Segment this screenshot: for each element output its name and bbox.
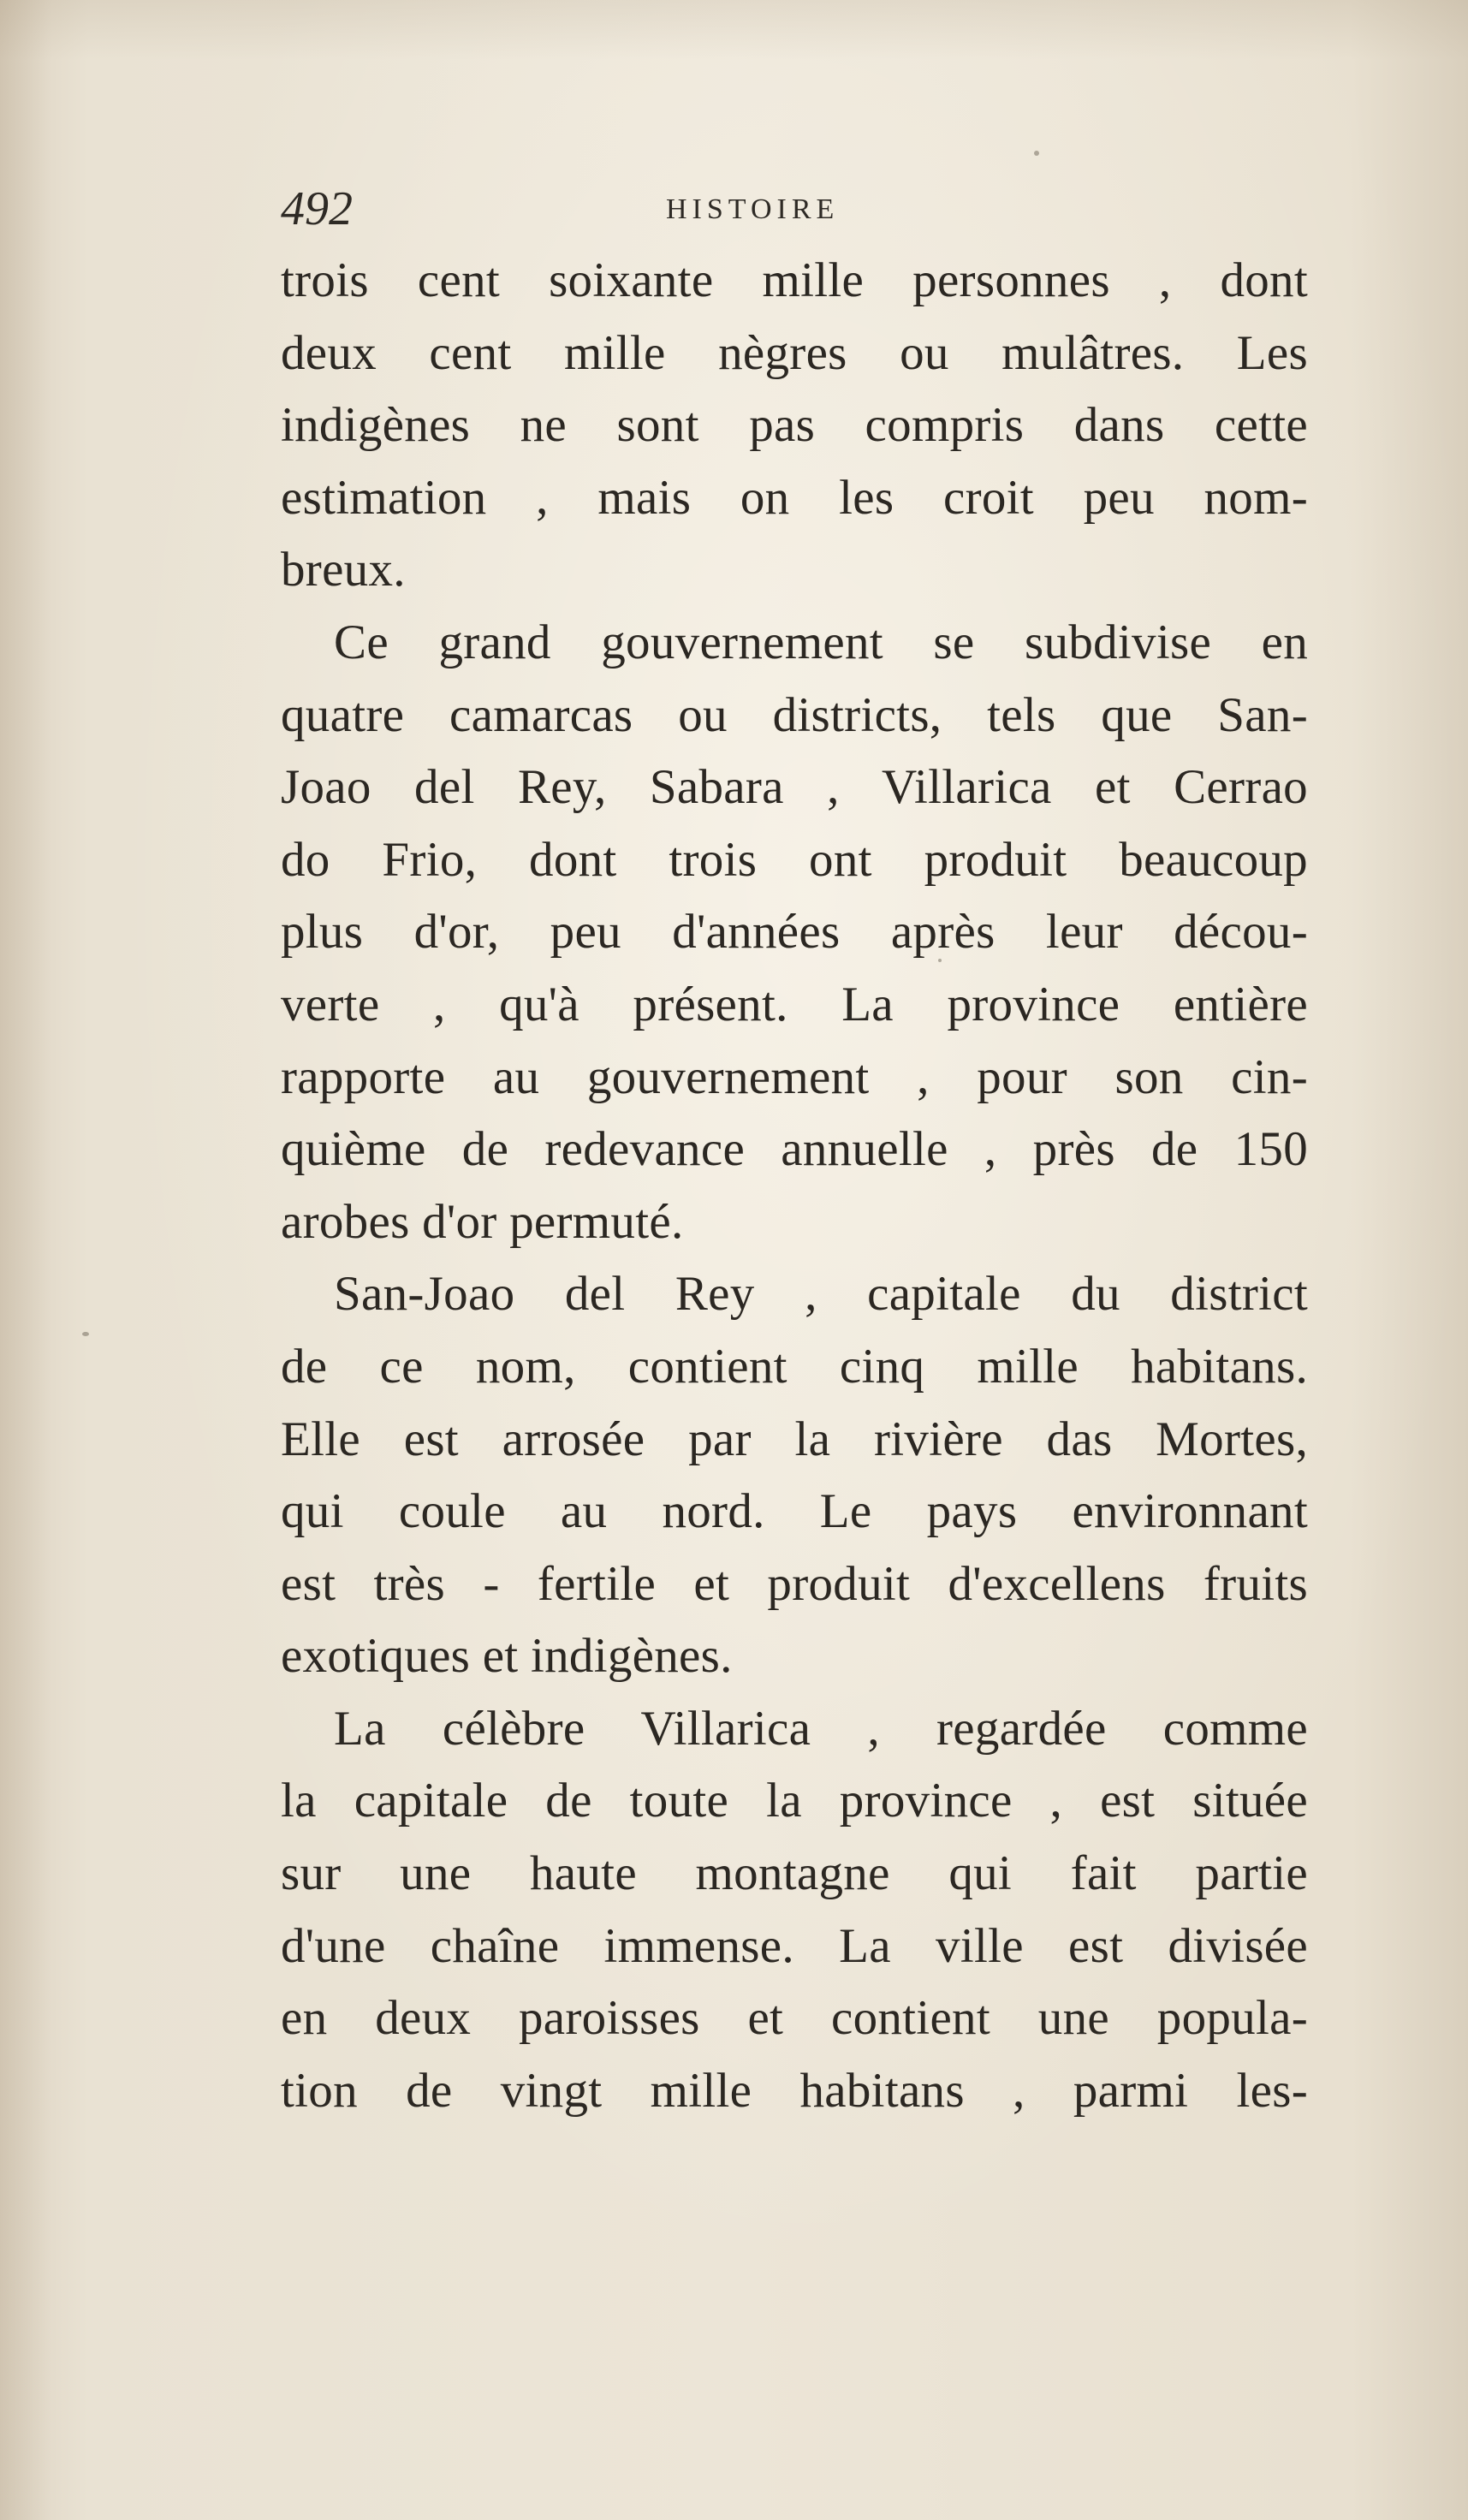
text-line: estimation , mais on les croit peu nom- [281,470,1308,525]
text-line: San-Joao del Rey , capitale du district [334,1267,1308,1322]
text-line: quatre camarcas ou districts, tels que San- [281,687,1308,742]
text-line: trois cent soixante mille personnes , dont [281,253,1308,307]
text-line: plus d'or, peu d'années après leur décou- [281,905,1308,960]
text-line: rapporte au gouvernement , pour son cin- [281,1049,1308,1104]
text-line: tion de vingt mille habitans , parmi les- [281,2063,1308,2118]
text-line: arobes d'or permuté. [281,1194,684,1249]
text-line: Joao del Rey, Sabara , Villarica et Cerrao [281,760,1308,815]
text-line: en deux paroisses et contient une popula- [281,1991,1308,2046]
running-title: HISTOIRE [666,193,840,225]
text-line: Ce grand gouvernement se subdivise en [334,615,1308,669]
text-line: quième de redevance annuelle , près de 150 [281,1122,1308,1177]
page-number: 492 [281,182,353,235]
page-edge-shadow-left [0,0,51,2520]
text-line: deux cent mille nègres ou mulâtres. Les [281,325,1308,380]
text-line: breux. [281,543,406,597]
page-edge-shadow-top [0,0,1468,60]
text-line: indigènes ne sont pas compris dans cette [281,398,1308,453]
text-line: La célèbre Villarica , regardée comme [334,1701,1308,1756]
text-line: la capitale de toute la province , est située [281,1774,1308,1828]
paper-speck [938,959,942,962]
text-line: exotiques et indigènes. [281,1629,733,1684]
text-line: d'une chaîne immense. La ville est divisée [281,1918,1308,1973]
text-line: sur une haute montagne qui fait partie [281,1846,1308,1901]
text-line: do Frio, dont trois ont produit beaucoup [281,832,1308,887]
text-line: verte , qu'à présent. La province entière [281,977,1308,1031]
text-line: de ce nom, contient cinq mille habitans. [281,1339,1308,1394]
text-line: Elle est arrosée par la rivière das Mortes, [281,1412,1308,1466]
text-line: est très - fertile et produit d'excellens fruits [281,1556,1308,1611]
running-head [281,181,1308,241]
text-line: qui coule au nord. Le pays environnant [281,1484,1308,1539]
body-text [281,245,1308,2127]
paper-speck [82,1332,89,1336]
paper-speck [1034,151,1039,156]
